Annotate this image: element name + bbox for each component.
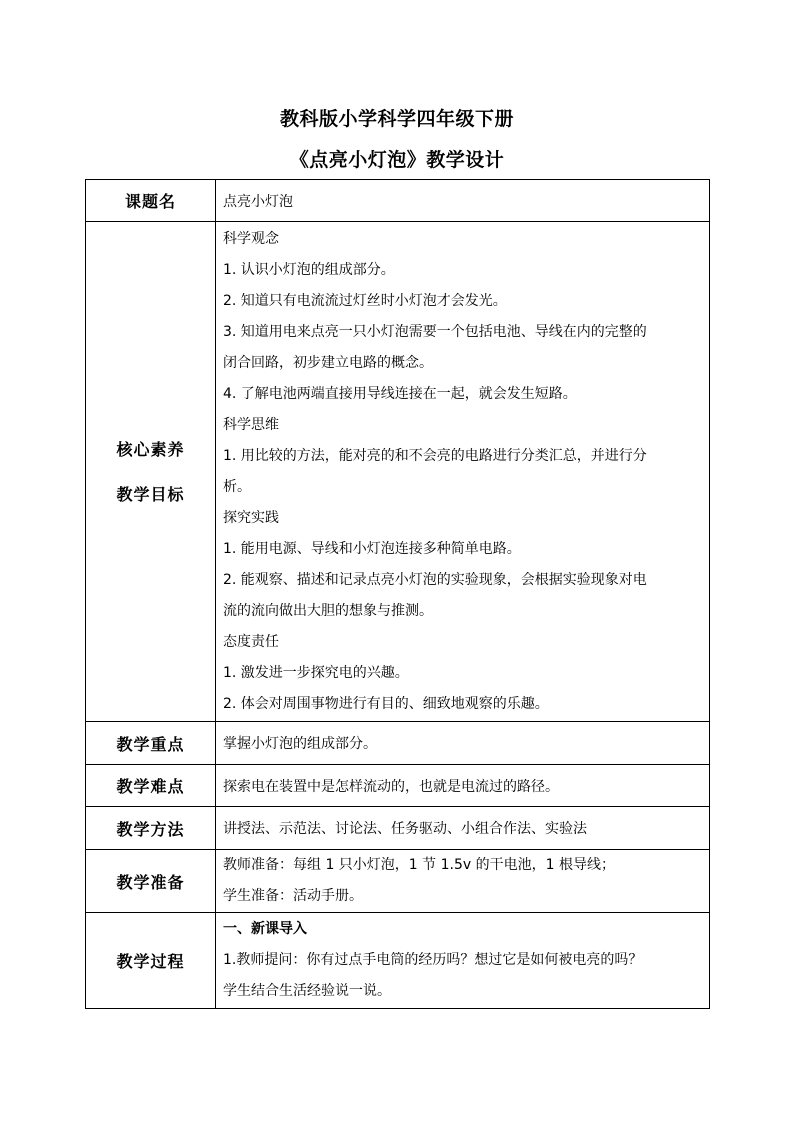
- row-label-goals: [86, 222, 216, 722]
- row-label-preparation: 教学准备: [86, 850, 216, 913]
- lesson-plan-table: [85, 179, 710, 1009]
- goals-line: 1. 认识小灯泡的组成部分。: [223, 262, 395, 278]
- process-line: 学生结合生活经验说一说。: [223, 983, 391, 999]
- goals-line: 流的流向做出大胆的想象与推测。: [223, 603, 433, 619]
- goals-label-line-1: 核心素养: [116, 439, 185, 459]
- focus-value: 掌握小灯泡的组成部分。: [216, 722, 710, 765]
- goals-line: 3. 知道用电来点亮一只小灯泡需要一个包括电池、导线在内的完整的: [223, 324, 647, 340]
- topic-value: 点亮小灯泡: [216, 180, 710, 222]
- row-label-topic: 课题名: [86, 180, 216, 222]
- process-heading: 一、新课导入: [223, 921, 307, 937]
- goals-line: 科学观念: [223, 231, 279, 247]
- preparation-teacher: 教师准备：每组 1 只小灯泡，1 节 1.5v 的干电池，1 根导线；: [223, 857, 615, 873]
- goals-line: 析。: [223, 479, 251, 495]
- table-row: [86, 807, 710, 850]
- document-title: 教科版小学科学四年级下册: [279, 108, 514, 130]
- document-subtitle: 《点亮小灯泡》教学设计: [289, 149, 505, 171]
- preparation-student: 学生准备：活动手册。: [223, 888, 363, 904]
- goals-line: 4. 了解电池两端直接用导线连接在一起，就会发生短路。: [223, 386, 577, 402]
- goals-line: 态度责任: [223, 634, 279, 650]
- goals-label-line-2: 教学目标: [116, 484, 185, 504]
- process-content: [216, 913, 710, 1009]
- goals-line: 1. 激发进一步探究电的兴趣。: [223, 665, 409, 681]
- goals-line: 2. 体会对周围事物进行有目的、细致地观察的乐趣。: [223, 696, 549, 712]
- table-row: [86, 222, 710, 722]
- goals-line: 探究实践: [223, 510, 279, 526]
- row-label-process: 教学过程: [86, 913, 216, 1009]
- goals-line: 1. 能用电源、导线和小灯泡连接多种简单电路。: [223, 541, 521, 557]
- table-row: [86, 722, 710, 765]
- row-label-focus: 教学重点: [86, 722, 216, 765]
- table-row: [86, 850, 710, 913]
- process-line: 1.教师提问：你有过点手电筒的经历吗？想过它是如何被电亮的吗？: [223, 952, 643, 968]
- row-label-difficulty: 教学难点: [86, 765, 216, 807]
- goals-line: 闭合回路，初步建立电路的概念。: [223, 355, 433, 371]
- methods-value: 讲授法、示范法、讨论法、任务驱动、小组合作法、实验法: [216, 807, 710, 850]
- table-row: [86, 180, 710, 222]
- goals-line: 2. 知道只有电流流过灯丝时小灯泡才会发光。: [223, 293, 507, 309]
- difficulty-value: 探索电在装置中是怎样流动的，也就是电流过的路径。: [216, 765, 710, 807]
- goals-line: 2. 能观察、描述和记录点亮小灯泡的实验现象，会根据实验现象对电: [223, 572, 647, 588]
- goals-line: 科学思维: [223, 417, 279, 433]
- goals-content: [216, 222, 710, 722]
- row-label-methods: 教学方法: [86, 807, 216, 850]
- preparation-content: [216, 850, 710, 913]
- table-row: [86, 765, 710, 807]
- goals-line: 1. 用比较的方法，能对亮的和不会亮的电路进行分类汇总，并进行分: [223, 448, 647, 464]
- table-row: [86, 913, 710, 1009]
